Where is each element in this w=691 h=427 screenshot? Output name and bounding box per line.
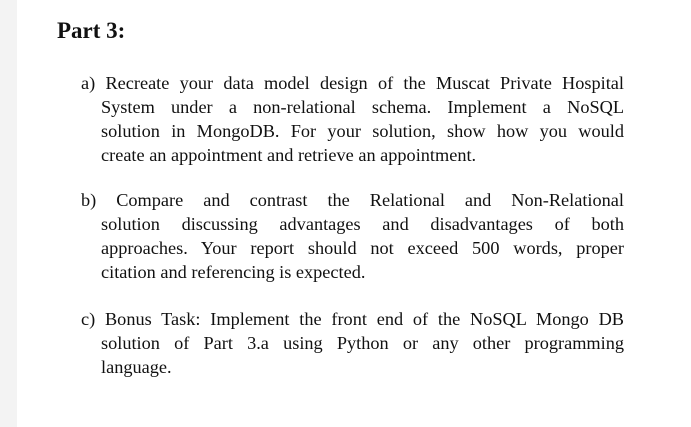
task-item-a [81,71,624,167]
task-line: System under a non-relational schema. Implement a NoSQL [101,97,624,117]
task-line: language. [101,357,172,377]
task-line: create an appointment and retrieve an appointment. [101,145,477,165]
task-line: c) Bonus Task: Implement the front end of the NoSQL Mongo DB [81,309,624,329]
task-item-c [81,307,624,379]
task-line: citation and referencing is expected. [101,262,366,282]
task-line: solution in MongoDB. For your solution, show how you would [101,121,624,141]
task-item-b [81,188,624,284]
page-title: Part 3: [57,18,126,43]
task-line: approaches. Your report should not exceed 500 words, proper [101,238,624,258]
task-line: solution of Part 3.a using Python or any other programming [101,333,624,353]
task-line: b) Compare and contrast the Relational and Non-Relational [81,190,624,210]
task-line: a) Recreate your data model design of the Muscat Private Hospital [81,73,624,93]
task-line: solution discussing advantages and disadvantages of both [101,214,624,234]
document-page [17,0,691,427]
